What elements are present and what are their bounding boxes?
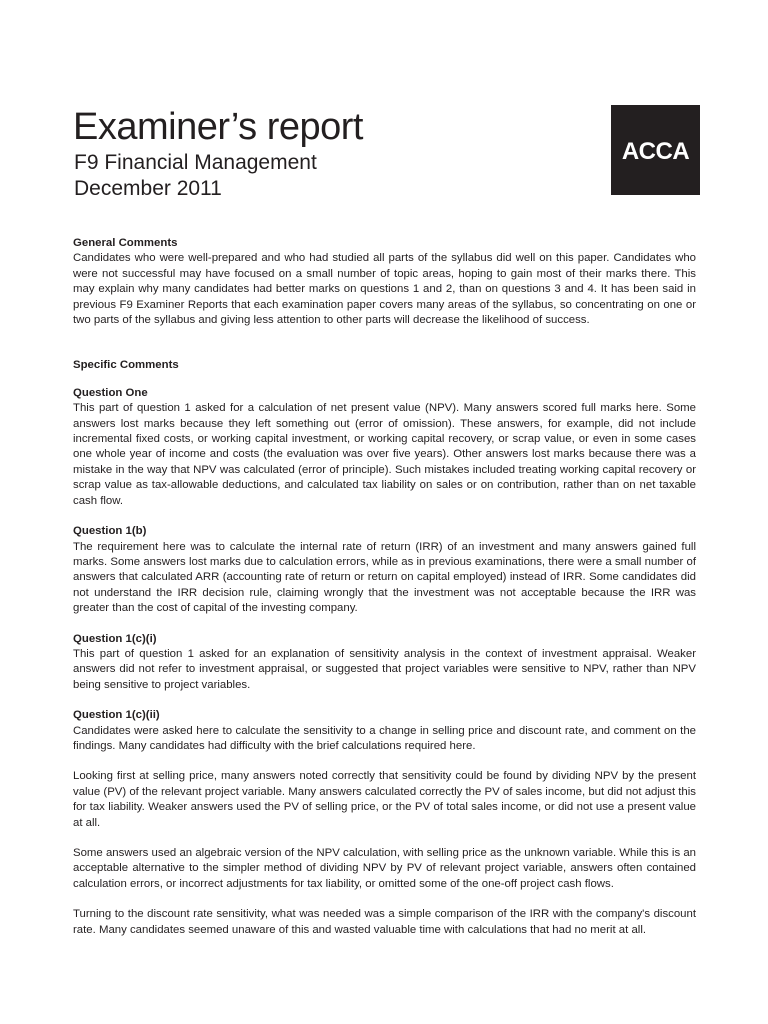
general-comments-text: Candidates who were well-prepared and who had studied all parts of the syllabus did well on this paper. Candidates who were not successful may have focused on a small number of topic areas, hoping to gain most of their marks there. This may explain why many candidates had better marks on questions 1 and 2, than on questions 3 and 4. It has been said in previous F9 Examiner Reports that each examination paper covers many areas of the syllabus, so concentrating on one or two parts of the syllabus and giving less attention to other parts will decrease the likelihood of success. [73, 252, 696, 327]
question-1cii-heading: Question 1(c)(ii) [73, 709, 160, 722]
general-comments-heading: General Comments [73, 237, 178, 249]
question-1b-text: The requirement here was to calculate the internal rate of return (IRR) of an investment and many answers gained full marks. Some answers lost marks due to calculation errors, while as in previous examinations, there were a small number of answers that calculated ARR (accounting rate of return or return on capital employed) instead of IRR. Some candidates did not understand the IRR decision rule, claiming wrongly that the investment was not acceptable because the IRR was greater than the cost of capital of the investing company. [73, 540, 696, 615]
question-1ci-heading: Question 1(c)(i) [73, 632, 157, 645]
question-1cii-text-1: Candidates were asked here to calculate the sensitivity to a change in selling price and discount rate, and comment on the findings. Many candidates had difficulty with the brief calculations required here. [73, 724, 696, 752]
question-one-heading: Question One [73, 386, 148, 399]
acca-logo-mark [611, 105, 700, 195]
question-1cii-text-4: Turning to the discount rate sensitivity, what was needed was a simple comparison of the IRR with the company's discount rate. Many candidates seemed unaware of this and wasted valuable time with calculations that had no merit at all. [73, 908, 696, 936]
acca-logo-text: ACCA [621, 138, 690, 165]
report-title: Examiner’s report [73, 106, 363, 148]
question-one-text: This part of question 1 asked for a calculation of net present value (NPV). Many answers scored full marks here. Some answers lost marks because they left something out (error of omission). These answers, for example, did not include incremental fixed costs, or working capital investment, or working capital recovery, or scrap value, or even in some cases one whole year of income and costs (the evaluation was over five years). Other answers lost marks because there was a mistake in the way that NPV was calculated (error of principle). Such mistakes included treating working capital recovery or scrap value as tax-allowable deductions, and calculated tax liability on sales or on contribution, rather than on net taxable cash flow. [73, 402, 696, 507]
question-1cii-text-2: Looking first at selling price, many answers noted correctly that sensitivity could be found by dividing NPV by the present value (PV) of the relevant project variable. Many answers calculated correctly the PV of sales income, but did not adjust this for tax liability. Weaker answers used the PV of selling price, or the PV of total sales income, or did not use a present value at all. [73, 770, 696, 829]
course-name: F9 Financial Management [74, 151, 317, 174]
specific-comments-heading: Specific Comments [73, 359, 179, 372]
exam-session: December 2011 [74, 177, 222, 200]
question-1b-heading: Question 1(b) [73, 525, 147, 538]
report-subtitle [74, 150, 317, 202]
question-1ci-text: This part of question 1 asked for an explanation of sensitivity analysis in the context of investment appraisal. Weaker answers did not refer to investment appraisal, or suggested that project variables were sensitive to NPV, rather than NPV being sensitive to project variables. [73, 647, 696, 691]
question-1cii-text-3: Some answers used an algebraic version of the NPV calculation, with selling price as the unknown variable. While this is an acceptable alternative to the simpler method of dividing NPV by PV of relevant project variable, answers often contained calculation errors, or incorrect adjustments for tax liability, or omitted some of the one-off project cash flows. [73, 847, 696, 890]
report-body [73, 236, 696, 938]
acca-logo [611, 105, 700, 195]
